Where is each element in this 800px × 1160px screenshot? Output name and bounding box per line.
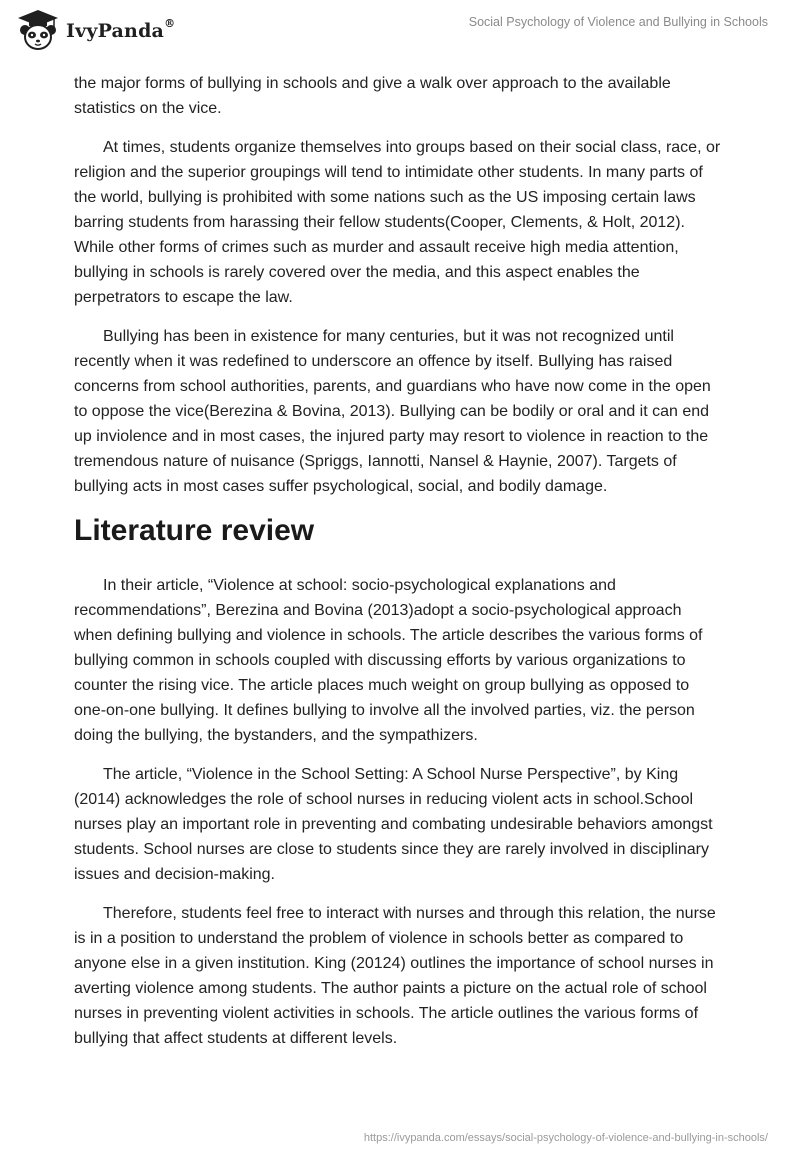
panda-graduation-cap-icon[interactable] [16,8,60,52]
paragraph-1: the major forms of bullying in schools and give a walk over approach to the available statistics on the vice. [74,75,671,117]
paragraph-2: At times, students organize themselves into groups based on their social class, race, or religion and the superior groupings will tend to intimidate other students. In many parts of the world, bullying is prohibited with some nations such as the US imposing certain laws barring students from harassing their fellow students(Cooper, Clements, & Holt, 2012). While other forms of crimes such as murder and assault receive high media attention, bullying in schools is rarely covered over the media, and this aspect enables the perpetrators to escape the law. [74,139,721,306]
page-header [0,0,800,60]
registered-mark: ® [164,17,176,30]
section-heading: Literature review [74,514,315,547]
essay-content [74,71,724,1065]
source-url[interactable]: https://ivypanda.com/essays/social-psychology-of-violence-and-bullying-in-schools/ [363,1132,768,1144]
brand-name[interactable] [66,17,176,42]
paragraph-5: The article, “Violence in the School Setting: A School Nurse Perspective”, by King (2014) acknowledges the role of school nurses in reducing violent acts in school.School nurses play an important role in preventing and combating undesirable behaviors amongst students. School nurses are close to students since they are rarely involved in disciplinary issues and decision-making. [74,766,713,883]
paragraph-4: In their article, “Violence at school: socio-psychological explanations and recommendations”, Berezina and Bovina (2013)adopt a socio-psychological approach when defining bullying and violence in schools. The article describes the various forms of bullying common in schools coupled with discussing efforts by various organizations to counter the rising vice. The article places much weight on group bullying as opposed to one-on-one bullying. It defines bullying to involve all the involved parties, viz. the person doing the bullying, the bystanders, and the sympathizers. [74,577,703,744]
paragraph-6: Therefore, students feel free to interact with nurses and through this relation, the nurse is in a position to understand the problem of violence in schools better as compared to anyone else in a given institution. King (20124) outlines the importance of school nurses in averting violence among students. The author paints a picture on the actual role of school nurses in preventing violent activities in schools. The article outlines the various forms of bullying that affect students at different levels. [74,905,716,1047]
document-title: Social Psychology of Violence and Bullying in Schools [468,15,768,29]
paragraph-3: Bullying has been in existence for many centuries, but it was not recognized until recently when it was redefined to underscore an offence by itself. Bullying has raised concerns from school authorities, parents, and guardians who have now come in the open to oppose the vice(Berezina & Bovina, 2013). Bullying can be bodily or oral and it can end up inviolence and in most cases, the injured party may resort to violence in reaction to the tremendous nature of nuisance (Spriggs, Iannotti, Nansel & Haynie, 2007). Targets of bullying acts in most cases suffer psychological, social, and bodily damage. [74,328,711,495]
brand-text: IvyPanda [66,20,165,42]
